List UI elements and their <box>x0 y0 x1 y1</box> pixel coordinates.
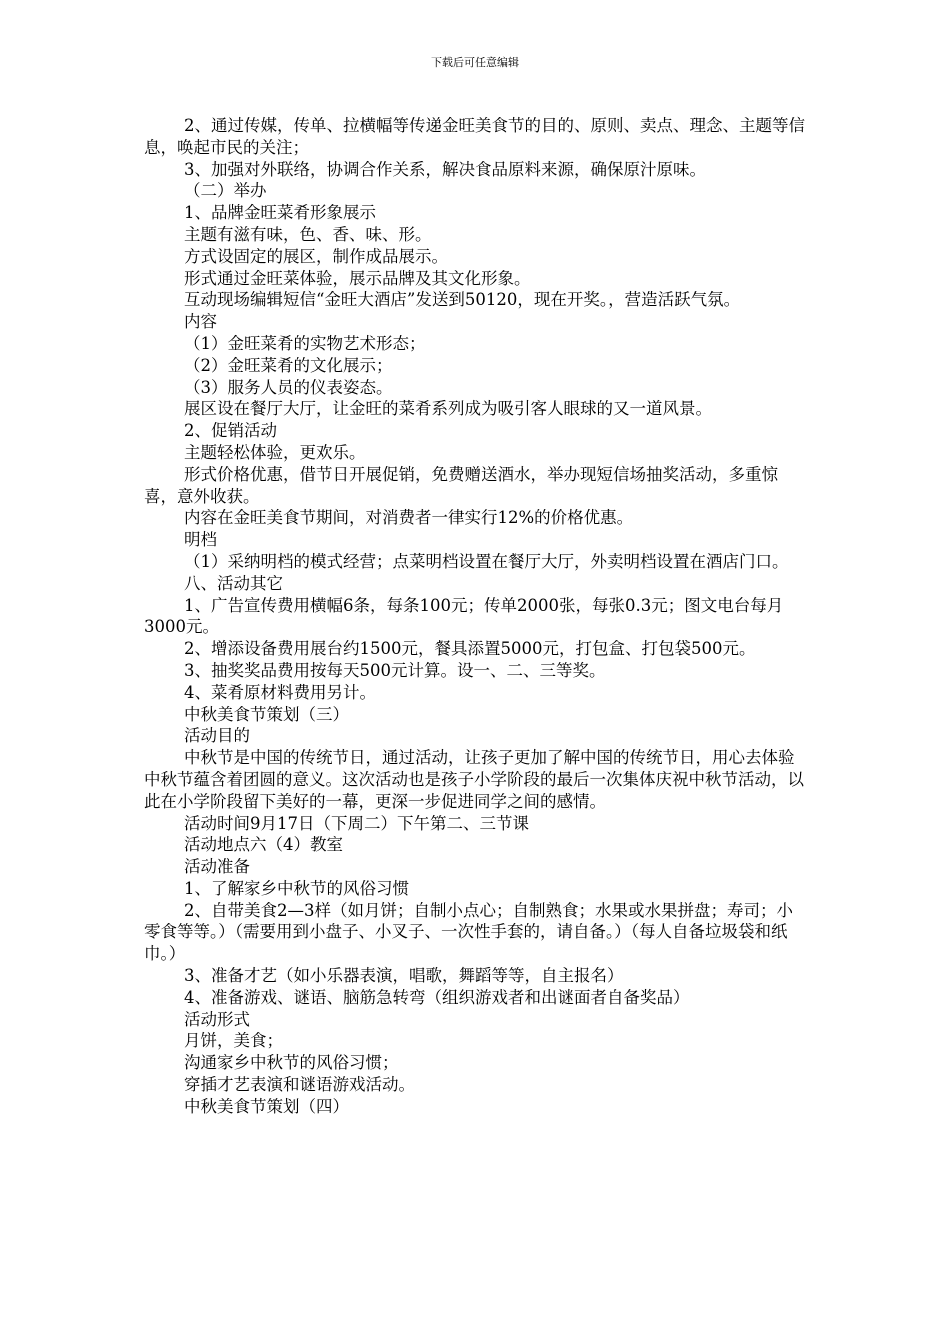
paragraph: 活动时间9月17日（下周二）下午第二、三节课 <box>184 813 529 833</box>
paragraph: 2、通过传媒，传单、拉横幅等传递金旺美食节的目的、原则、卖点、理念、主题等信息，唤起市民的关注； <box>144 116 805 157</box>
paragraph: 2、促销活动 <box>184 421 277 441</box>
paragraph: 沟通家乡中秋节的风俗习惯； <box>184 1053 399 1073</box>
paragraph: 穿插才艺表演和谜语游戏活动。 <box>184 1075 415 1095</box>
paragraph: 4、准备游戏、谜语、脑筋急转弯（组织游戏者和出谜面者自备奖品） <box>184 987 690 1007</box>
paragraph: 方式设固定的展区，制作成品展示。 <box>184 246 448 266</box>
paragraph: 形式价格优惠，借节日开展促销，免费赠送酒水，举办现短信场抽奖活动，多重惊喜，意外收获。 <box>144 464 778 506</box>
paragraph: 活动地点六（4）教室 <box>184 835 343 855</box>
paragraph: 明档 <box>184 530 217 550</box>
document-body <box>144 115 809 1118</box>
paragraph: 2、自带美食2—3样（如月饼；自制小点心；自制熟食；水果或水果拼盘；寿司；小零食等等。）（需要用到小盘子、小叉子、一次性手套的，请自备。）（每人自备垃圾袋和纸巾。） <box>144 900 793 964</box>
paragraph: 展区设在餐厅大厅，让金旺的菜肴系列成为吸引客人眼球的又一道风景。 <box>184 399 712 419</box>
paragraph: （3）服务人员的仪表姿态。 <box>184 377 393 397</box>
paragraph: 活动准备 <box>184 857 250 877</box>
paragraph: 主题有滋有味，色、香、味、形。 <box>184 224 432 244</box>
paragraph: 主题轻松体验，更欢乐。 <box>184 442 366 462</box>
paragraph: 形式通过金旺菜体验，展示品牌及其文化形象。 <box>184 268 531 288</box>
paragraph: 内容 <box>184 312 217 332</box>
paragraph: 1、品牌金旺菜肴形象展示 <box>184 203 376 223</box>
paragraph: 中秋节是中国的传统节日，通过活动，让孩子更加了解中国的传统节日，用心去体验中秋节蕴含着团圆的意义。这次活动也是孩子小学阶段的最后一次集体庆祝中秋节活动，以此在小学阶段留下美好的一幕，更深一步促进同学之间的感情。 <box>144 748 804 811</box>
paragraph: 1、广告宣传费用横幅6条，每条100元；传单2000张，每张0.3元；图文电台每月3000元。 <box>144 595 784 637</box>
paragraph: 3、准备才艺（如小乐器表演，唱歌，舞蹈等等，自主报名） <box>184 966 624 986</box>
page-header: 下载后可任意编辑 <box>431 56 519 69</box>
section-heading: 八、活动其它 <box>184 573 283 593</box>
paragraph: 4、菜肴原材料费用另计。 <box>184 682 376 702</box>
paragraph: 3、加强对外联络，协调合作关系，解决食品原料来源，确保原汁原味。 <box>184 159 706 179</box>
paragraph: 3、抽奖奖品费用按每天500元计算。设一、二、三等奖。 <box>184 660 606 680</box>
paragraph: 2、增添设备费用展台约1500元，餐具添置5000元，打包盒、打包袋500元。 <box>184 639 756 659</box>
section-heading: （二）举办 <box>184 181 267 201</box>
paragraph: 互动现场编辑短信“金旺大酒店”发送到50120，现在开奖。，营造活跃气氛。 <box>184 290 741 310</box>
paragraph: 内容在金旺美食节期间，对消费者一律实行12%的价格优惠。 <box>184 508 634 528</box>
section-heading: 中秋美食节策划（四） <box>184 1096 349 1116</box>
paragraph: （1）采纳明档的模式经营；点菜明档设置在餐厅大厅，外卖明档设置在酒店门口。 <box>184 551 789 571</box>
paragraph: （2）金旺菜肴的文化展示； <box>184 355 393 375</box>
paragraph: 月饼，美食； <box>184 1031 283 1051</box>
paragraph: （1）金旺菜肴的实物艺术形态； <box>184 333 426 353</box>
paragraph: 1、了解家乡中秋节的风俗习惯 <box>184 878 409 898</box>
section-heading: 中秋美食节策划（三） <box>184 704 349 724</box>
paragraph: 活动形式 <box>184 1009 250 1029</box>
paragraph: 活动目的 <box>184 726 250 746</box>
